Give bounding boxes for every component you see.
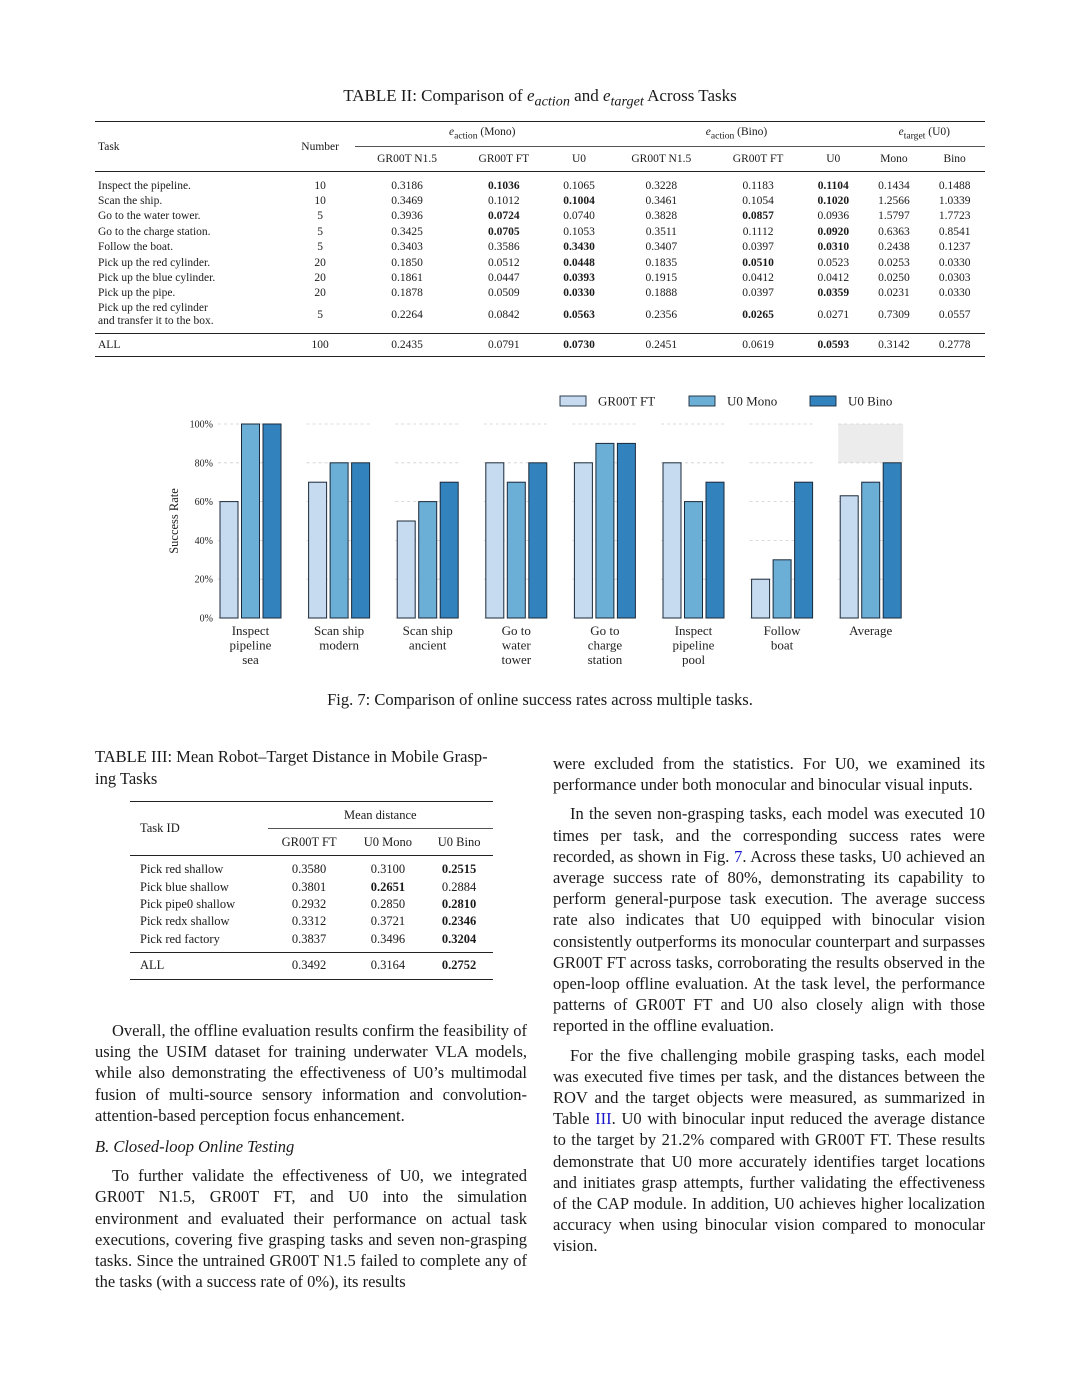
table-cell-number: 5 [317, 225, 324, 238]
table-cell: 0.1053 [563, 225, 595, 238]
table-cell: 0.2651 [370, 879, 406, 894]
table-cell: 0.3186 [391, 179, 423, 192]
x-tick-label: Follow [763, 623, 801, 638]
paragraph: In the seven non-grasping tasks, each model was executed 10 times per task, and the corresponding success rates were recorded, as shown in Fig. 7. Across these tasks, U0 achieved an average success rate of 80%, demonstrating its capability to perform general-purpose task execution. The average success rate also indicates that U0 equipped with binocular vision consistently outperforms its monocular counterpart and surpasses GR00T FT across tasks, corroborating the results observed in the open-loop offline evaluation. At the task level, the performance patterns of GR00T FT and U0 also closely align with those reported in the offline evaluation. [553, 804, 985, 1036]
table-cell-task: Pick red shallow [140, 862, 224, 877]
table-cell: 0.6363 [878, 225, 910, 238]
legend-label: GR00T FT [598, 393, 656, 409]
x-tick-label: Go to [590, 623, 620, 638]
table-cell: 0.2435 [355, 334, 459, 357]
bar [795, 482, 813, 618]
table-cell: 0.0619 [713, 334, 803, 357]
table-cell: 0.0412 [817, 272, 850, 285]
table-cell: 0.0920 [817, 225, 850, 238]
table2-subheader: GR00T FT [459, 147, 549, 172]
table2-subheader: GR00T FT [713, 147, 803, 172]
bar [507, 482, 525, 618]
table-cell: 0.0857 [742, 210, 774, 223]
y-axis-label: Success Rate [167, 488, 181, 554]
table-cell: 0.7309 [864, 301, 925, 334]
paragraph: For the five challenging mobile grasping tasks, each model was executed five times per task, and the distances between the ROV and the target objects were measured, as summarized in Table III. U0 with binocular input reduced the average distance to the target by 21.2% compared with GR00T FT. These results demonstrate that U0 more accurately identifies target locations and initiates grasp attempts, further validating the effectiveness of the CAP module. In addition, U0 achieves higher localization accuracy when using binocular vision compared to monocular vision. [553, 1045, 985, 1256]
table-cell: 0.3580 [291, 862, 327, 877]
table-cell: 0.3312 [291, 914, 327, 929]
y-tick-label: 60% [194, 497, 213, 509]
bar [706, 482, 724, 618]
y-tick-label: 80% [194, 458, 213, 470]
table-cell: 0.1861 [391, 272, 423, 285]
table-cell: 0.0330 [938, 287, 971, 300]
table-cell: 0.1237 [938, 241, 971, 254]
bar [352, 463, 370, 618]
bar [617, 443, 635, 618]
table-cell: 0.0593 [803, 334, 864, 357]
table-cell: 0.0330 [938, 256, 971, 269]
table-cell: 0.3142 [864, 334, 925, 357]
table2-subheader: GR00T N1.5 [609, 147, 713, 172]
table-cell: 0.2356 [609, 301, 713, 334]
table-cell: 0.0509 [488, 287, 520, 300]
table-cell: 0.0936 [817, 210, 850, 223]
table-cell-number: 20 [314, 272, 326, 285]
table-row [95, 209, 985, 224]
table-cell-task: Pick up the pipe. [98, 287, 176, 300]
table-cell: 0.0231 [878, 287, 910, 300]
section-heading: B. Closed-loop Online Testing [95, 1137, 295, 1157]
bar [596, 443, 614, 618]
table-cell: 0.0447 [488, 272, 520, 285]
x-tick-label: charge [587, 637, 623, 653]
legend-swatch [560, 396, 586, 406]
left-column-text [95, 1020, 527, 1300]
x-tick-label: sea [242, 652, 259, 667]
table-row [95, 270, 985, 285]
bar [220, 502, 238, 618]
table2-header-mono: $e_{action}$ (Mono) [355, 122, 609, 147]
bar [419, 502, 437, 618]
table-cell: 0.1888 [645, 287, 678, 300]
bar [486, 463, 504, 618]
table-cell: 0.3461 [645, 195, 678, 208]
table-cell: 0.3936 [391, 210, 423, 223]
table-cell: 0.2451 [609, 334, 713, 357]
x-tick-label: water [501, 637, 531, 653]
table-row [95, 255, 985, 270]
table-row [95, 301, 985, 334]
paragraph: were excluded from the statistics. For U0, we examined its performance under both monocular and binocular visual inputs. [553, 754, 985, 795]
x-tick-label: Inspect [231, 623, 270, 638]
table-cell-task: Pick up the red cylinder and transfer it to the box. [95, 301, 285, 334]
table-cell: 0.2932 [291, 896, 327, 911]
table-cell: 0.2810 [441, 896, 477, 911]
y-tick-label: 40% [194, 535, 213, 547]
x-tick-label: tower [501, 652, 532, 667]
table-cell: 0.3228 [645, 179, 678, 192]
table-cell-task: ALL [130, 952, 268, 979]
table-cell-task: Pick blue shallow [140, 879, 229, 894]
table-cell-task: Pick redx shallow [140, 914, 230, 929]
table-cell: 0.3837 [268, 931, 351, 953]
table-row-all [95, 334, 985, 357]
table-cell-task: Go to the water tower. [98, 210, 201, 223]
table-cell: 0.3407 [645, 241, 678, 254]
table-cell: 0.2264 [355, 301, 459, 334]
table-cell-number: 5 [285, 301, 355, 334]
table-cell: 0.3430 [563, 241, 595, 254]
table-cell: 0.1850 [391, 256, 423, 269]
legend-swatch [810, 396, 836, 406]
table2-subheader: Bino [924, 147, 985, 172]
table-cell-task: Scan the ship. [98, 195, 163, 208]
bar [840, 496, 858, 618]
table-row [130, 896, 493, 913]
table-cell-task: Pick pipe0 shallow [140, 896, 236, 911]
table-cell: 0.3721 [370, 914, 406, 929]
table3-caption: TABLE III: Mean Robot–Target Distance in Mobile Grasp- ing Tasks [95, 747, 488, 788]
table-cell-task: Go to the charge station. [98, 225, 211, 238]
table-cell: 0.3100 [370, 862, 406, 877]
x-tick-label: station [587, 652, 623, 667]
table-cell: 1.2566 [878, 195, 910, 208]
table-row [130, 878, 493, 895]
table2-subheader: Mono [864, 147, 925, 172]
bar [397, 521, 415, 618]
table-cell: 0.0397 [742, 287, 774, 300]
table-cell: 0.1434 [878, 179, 910, 192]
x-tick-label: Inspect [674, 623, 713, 638]
table2-header-number: Number [285, 122, 355, 172]
table-cell: 0.3425 [391, 225, 423, 238]
table-cell: 0.0791 [459, 334, 549, 357]
bar [309, 482, 327, 618]
table-cell: 0.0740 [563, 210, 595, 223]
table-cell: 0.3492 [268, 952, 351, 979]
x-tick-label: pipeline [672, 637, 715, 653]
table-row [130, 913, 493, 930]
table-cell-number: 100 [285, 334, 355, 357]
table-cell: 0.0557 [924, 301, 985, 334]
table-cell: 0.0330 [563, 287, 595, 300]
table-row [95, 172, 985, 194]
table-cell-task: Follow the boat. [98, 241, 174, 254]
table-cell: 0.0842 [459, 301, 549, 334]
table-cell: 0.0512 [488, 256, 520, 269]
table-cell-number: 20 [314, 256, 326, 269]
y-tick-label: 100% [189, 419, 213, 431]
table-cell: 0.2515 [441, 862, 477, 877]
table-cell: 0.1065 [563, 179, 595, 192]
table-cell: 0.1915 [645, 272, 678, 285]
table-row [95, 286, 985, 301]
table2-subheader: GR00T N1.5 [355, 147, 459, 172]
table-cell: 0.1488 [938, 179, 971, 192]
table-row [95, 224, 985, 239]
legend-label: U0 Mono [727, 393, 778, 409]
right-column-text [553, 753, 985, 1265]
y-tick-label: 0% [199, 613, 213, 625]
table-cell: 0.1835 [645, 256, 678, 269]
table-cell: 1.5797 [878, 210, 910, 223]
table-cell: 0.0705 [488, 225, 520, 238]
table-cell: 0.1878 [391, 287, 423, 300]
highlight-band [838, 424, 903, 463]
legend-label: U0 Bino [848, 393, 893, 409]
table-cell: 0.1054 [742, 195, 774, 208]
table-cell: 0.0448 [563, 256, 595, 269]
bar [663, 463, 681, 618]
table-row-all [130, 952, 493, 979]
table-cell: 0.3403 [391, 241, 423, 254]
table-cell: 0.3511 [645, 225, 677, 238]
x-tick-label: pool [681, 652, 706, 667]
fig7-bar-chart [0, 385, 1080, 685]
table-cell-task: Inspect the pipeline. [98, 179, 191, 192]
table2-header-task: Task [95, 122, 285, 172]
table-row [130, 856, 493, 879]
table2-header-bino: $e_{action}$ (Bino) [609, 122, 863, 147]
x-tick-label: ancient [408, 637, 447, 653]
table-cell: 0.1036 [488, 179, 520, 192]
table-cell-number: 5 [317, 241, 324, 254]
table-cell: 0.0412 [742, 272, 774, 285]
table-cell: 0.0393 [563, 272, 595, 285]
table-cell: 0.0359 [817, 287, 850, 300]
table-cell: 0.2884 [441, 879, 477, 894]
bar [330, 463, 348, 618]
x-tick-label: Average [849, 623, 893, 638]
table-cell-number: 20 [314, 287, 326, 300]
table3-subheader: GR00T FT [268, 829, 351, 856]
table-cell: 0.8541 [938, 225, 971, 238]
table2-subheader: U0 [549, 147, 610, 172]
table-cell: 0.0310 [817, 241, 850, 254]
table-cell: 0.2438 [878, 241, 910, 254]
table-cell: 0.3469 [391, 195, 423, 208]
table-cell: 0.0253 [878, 256, 910, 269]
table-cell-task: Pick up the red cylinder. [98, 256, 211, 269]
table-cell: 0.3164 [351, 952, 426, 979]
table-cell: 0.2346 [441, 914, 477, 929]
bar [685, 502, 703, 618]
table-cell: 0.0303 [938, 272, 971, 285]
table-row [95, 193, 985, 208]
figure-link[interactable]: 7 [734, 846, 743, 866]
table-cell: 0.2778 [924, 334, 985, 357]
bar [529, 463, 547, 618]
paragraph: Overall, the offline evaluation results confirm the feasibility of using the USIM dataset for training underwater VLA models, while also demonstrating the effectiveness of U0’s multimodal fusion of multi-source sensory information and convolution-attention-based perception focus enhancement. [95, 1021, 527, 1125]
y-tick-label: 20% [194, 574, 213, 586]
table2 [95, 121, 985, 357]
table-cell: 0.0265 [713, 301, 803, 334]
table-cell: 1.0339 [938, 195, 971, 208]
table-cell: 0.0563 [549, 301, 610, 334]
table-cell: 0.2850 [370, 896, 406, 911]
table3-header-task: Task ID [130, 802, 268, 856]
table-cell: 1.7723 [938, 210, 971, 223]
table-link[interactable]: III [595, 1109, 612, 1129]
table3-header-group: Mean distance [268, 802, 493, 829]
bar [574, 463, 592, 618]
table-cell: 0.3828 [645, 210, 678, 223]
x-tick-label: Scan ship [313, 623, 365, 638]
table3 [130, 801, 493, 980]
table-cell: 0.0250 [878, 272, 910, 285]
bar [862, 482, 880, 618]
table2-caption: TABLE II: Comparison of $e_{action}$ and $e_{target}$ Across Tasks [343, 86, 737, 110]
table2-subheader: U0 [803, 147, 864, 172]
legend-swatch [689, 396, 715, 406]
table-cell: 0.3586 [488, 241, 520, 254]
bar [263, 424, 281, 618]
x-tick-label: pipeline [229, 637, 272, 653]
table-cell: 0.0397 [742, 241, 774, 254]
table-cell: 0.1020 [817, 195, 850, 208]
table-cell-task: Pick up the blue cylinder. [98, 272, 216, 285]
table-cell: 0.0523 [817, 256, 850, 269]
table-cell: 0.3496 [351, 931, 426, 953]
bar [883, 463, 901, 618]
fig7-caption: Fig. 7: Comparison of online success rates across multiple tasks. [327, 690, 753, 709]
table-cell: 0.1012 [488, 195, 520, 208]
table-cell: 0.1112 [742, 225, 774, 238]
table-cell-number: 10 [314, 195, 326, 208]
table-cell-task: ALL [95, 334, 285, 357]
paragraph: To further validate the effectiveness of U0, we integrated GR00T N1.5, GR00T FT, and U0 into the simulation environment and evaluated their performance on actual task executions, covering five grasping tasks and seven non-grasping tasks. Since the untrained GR00T N1.5 failed to complete any of the tasks (with a success rate of 0%), its results [95, 1166, 527, 1292]
table3-subheader: U0 Bino [425, 829, 493, 856]
bar [242, 424, 260, 618]
table-cell: 0.1104 [817, 179, 849, 192]
table-row [130, 931, 493, 953]
table-cell-number: 5 [317, 210, 324, 223]
table-cell-task: Pick red factory [130, 931, 268, 953]
x-tick-label: modern [319, 637, 359, 653]
table-cell: 0.0271 [803, 301, 864, 334]
table-cell: 0.1004 [563, 195, 595, 208]
x-tick-label: boat [770, 637, 794, 653]
x-tick-label: Go to [501, 623, 531, 638]
table-cell: 0.2752 [425, 952, 493, 979]
table3-subheader: U0 Mono [351, 829, 426, 856]
x-tick-label: Scan ship [402, 623, 453, 638]
table-cell: 0.1183 [742, 179, 774, 192]
bar [773, 560, 791, 618]
bar [752, 579, 770, 618]
table-cell: 0.3204 [425, 931, 493, 953]
table2-header-target: $e_{target}$ (U0) [864, 122, 985, 147]
table-cell-number: 10 [314, 179, 326, 192]
table-cell: 0.0724 [488, 210, 520, 223]
table-row [95, 240, 985, 255]
bar [440, 482, 458, 618]
table-cell: 0.0730 [549, 334, 610, 357]
table-cell: 0.0510 [742, 256, 774, 269]
table-cell: 0.3801 [291, 879, 327, 894]
